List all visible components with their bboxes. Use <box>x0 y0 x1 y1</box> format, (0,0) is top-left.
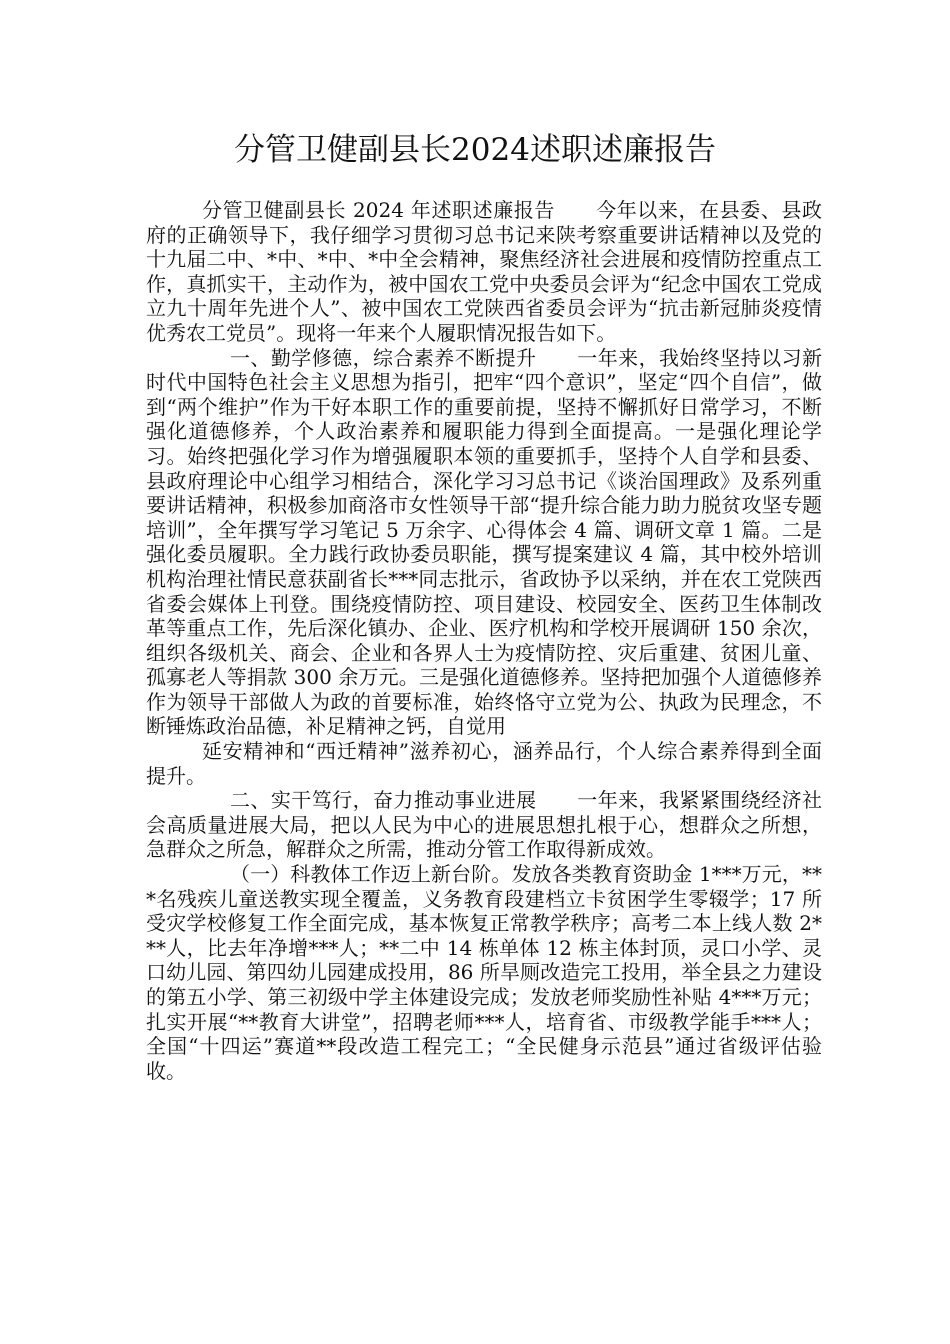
document-body <box>146 198 822 1083</box>
document-title: 分管卫健副县长2024述职述廉报告 <box>234 132 716 168</box>
paragraph-section-one-cont: 延安精神和“西迁精神”滋养初心，涵养品行，个人综合素养得到全面提升。 <box>146 739 822 788</box>
paragraph-intro: 分管卫健副县长 2024 年述职述廉报告 今年以来，在县委、县政府的正确领导下，我仔细学习贯彻习总书记来陕考察重要讲话精神以及党的十九届二中、*中、*中、*中全会精神，聚焦经济社会进展和疫情防控重点工作，真抓实干，主动作为，被中国农工党中央委员会评为“纪念中国农工党成立九十周年先进个人”、被中国农工党陕西省委员会评为“抗击新冠肺炎疫情优秀农工党员”。现将一年来个人履职情况报告如下。 <box>146 198 822 345</box>
paragraph-section-two: 二、实干笃行，奋力推动事业进展 一年来，我紧紧围绕经济社会高质量进展大局，把以人民为中心的进展思想扎根于心，想群众之所想，急群众之所急，解群众之所需，推动分管工作取得新成效。 <box>146 788 822 862</box>
paragraph-subsection-education: （一）科教体工作迈上新台阶。发放各类教育资助金 1***万元，***名残疾儿童送教实现全覆盖，义务教育段建档立卡贫困学生零辍学；17 所受灾学校修复工作全面完成，基本恢复正常教学秩序；高考二本上线人数 2***人，比去年净增***人；**二中 14 栋单体 12 栋主体封顶，灵口小学、灵口幼儿园、第四幼儿园建成投用，86 所旱厕改造完工投用，举全县之力建设的第五小学、第三初级中学主体建设完成；发放老师奖励性补贴 4***万元；扎实开展“**教育大讲堂”，招聘老师***人，培育省、市级教学能手***人；全国“十四运”赛道**段改造工程完工；“全民健身示范县”通过省级评估验收。 <box>146 862 822 1083</box>
paragraph-section-one: 一、勤学修德，综合素养不断提升 一年来，我始终坚持以习新时代中国特色社会主义思想为指引，把牢“四个意识”，坚定“四个自信”，做到“两个维护”作为干好本职工作的重要前提，坚持不懈抓好日常学习，不断强化道德修养，个人政治素养和履职能力得到全面提高。一是强化理论学习。始终把强化学习作为增强履职本领的重要抓手，坚持个人自学和县委、县政府理论中心组学习相结合，深化学习习总书记《谈治国理政》及系列重要讲话精神，积极参加商洛市女性领导干部“提升综合能力助力脱贫攻坚专题培训”，全年撰写学习笔记 5 万余字、心得体会 4 篇、调研文章 1 篇。二是强化委员履职。全力践行政协委员职能，撰写提案建议 4 篇，其中校外培训机构治理社情民意获副省长***同志批示，省政协予以采纳，并在农工党陕西省委会媒体上刊登。围绕疫情防控、项目建设、校园安全、医药卫生体制改革等重点工作，先后深化镇办、企业、医疗机构和学校开展调研 150 余次，组织各级机关、商会、企业和各界人士为疫情防控、灾后重建、贫困儿童、孤寡老人等捐款 300 余万元。三是强化道德修养。坚持把加强个人道德修养作为领导干部做人为政的首要标准，始终恪守立党为公、执政为民理念，不断锤炼政治品德，补足精神之钙，自觉用 <box>146 345 822 739</box>
